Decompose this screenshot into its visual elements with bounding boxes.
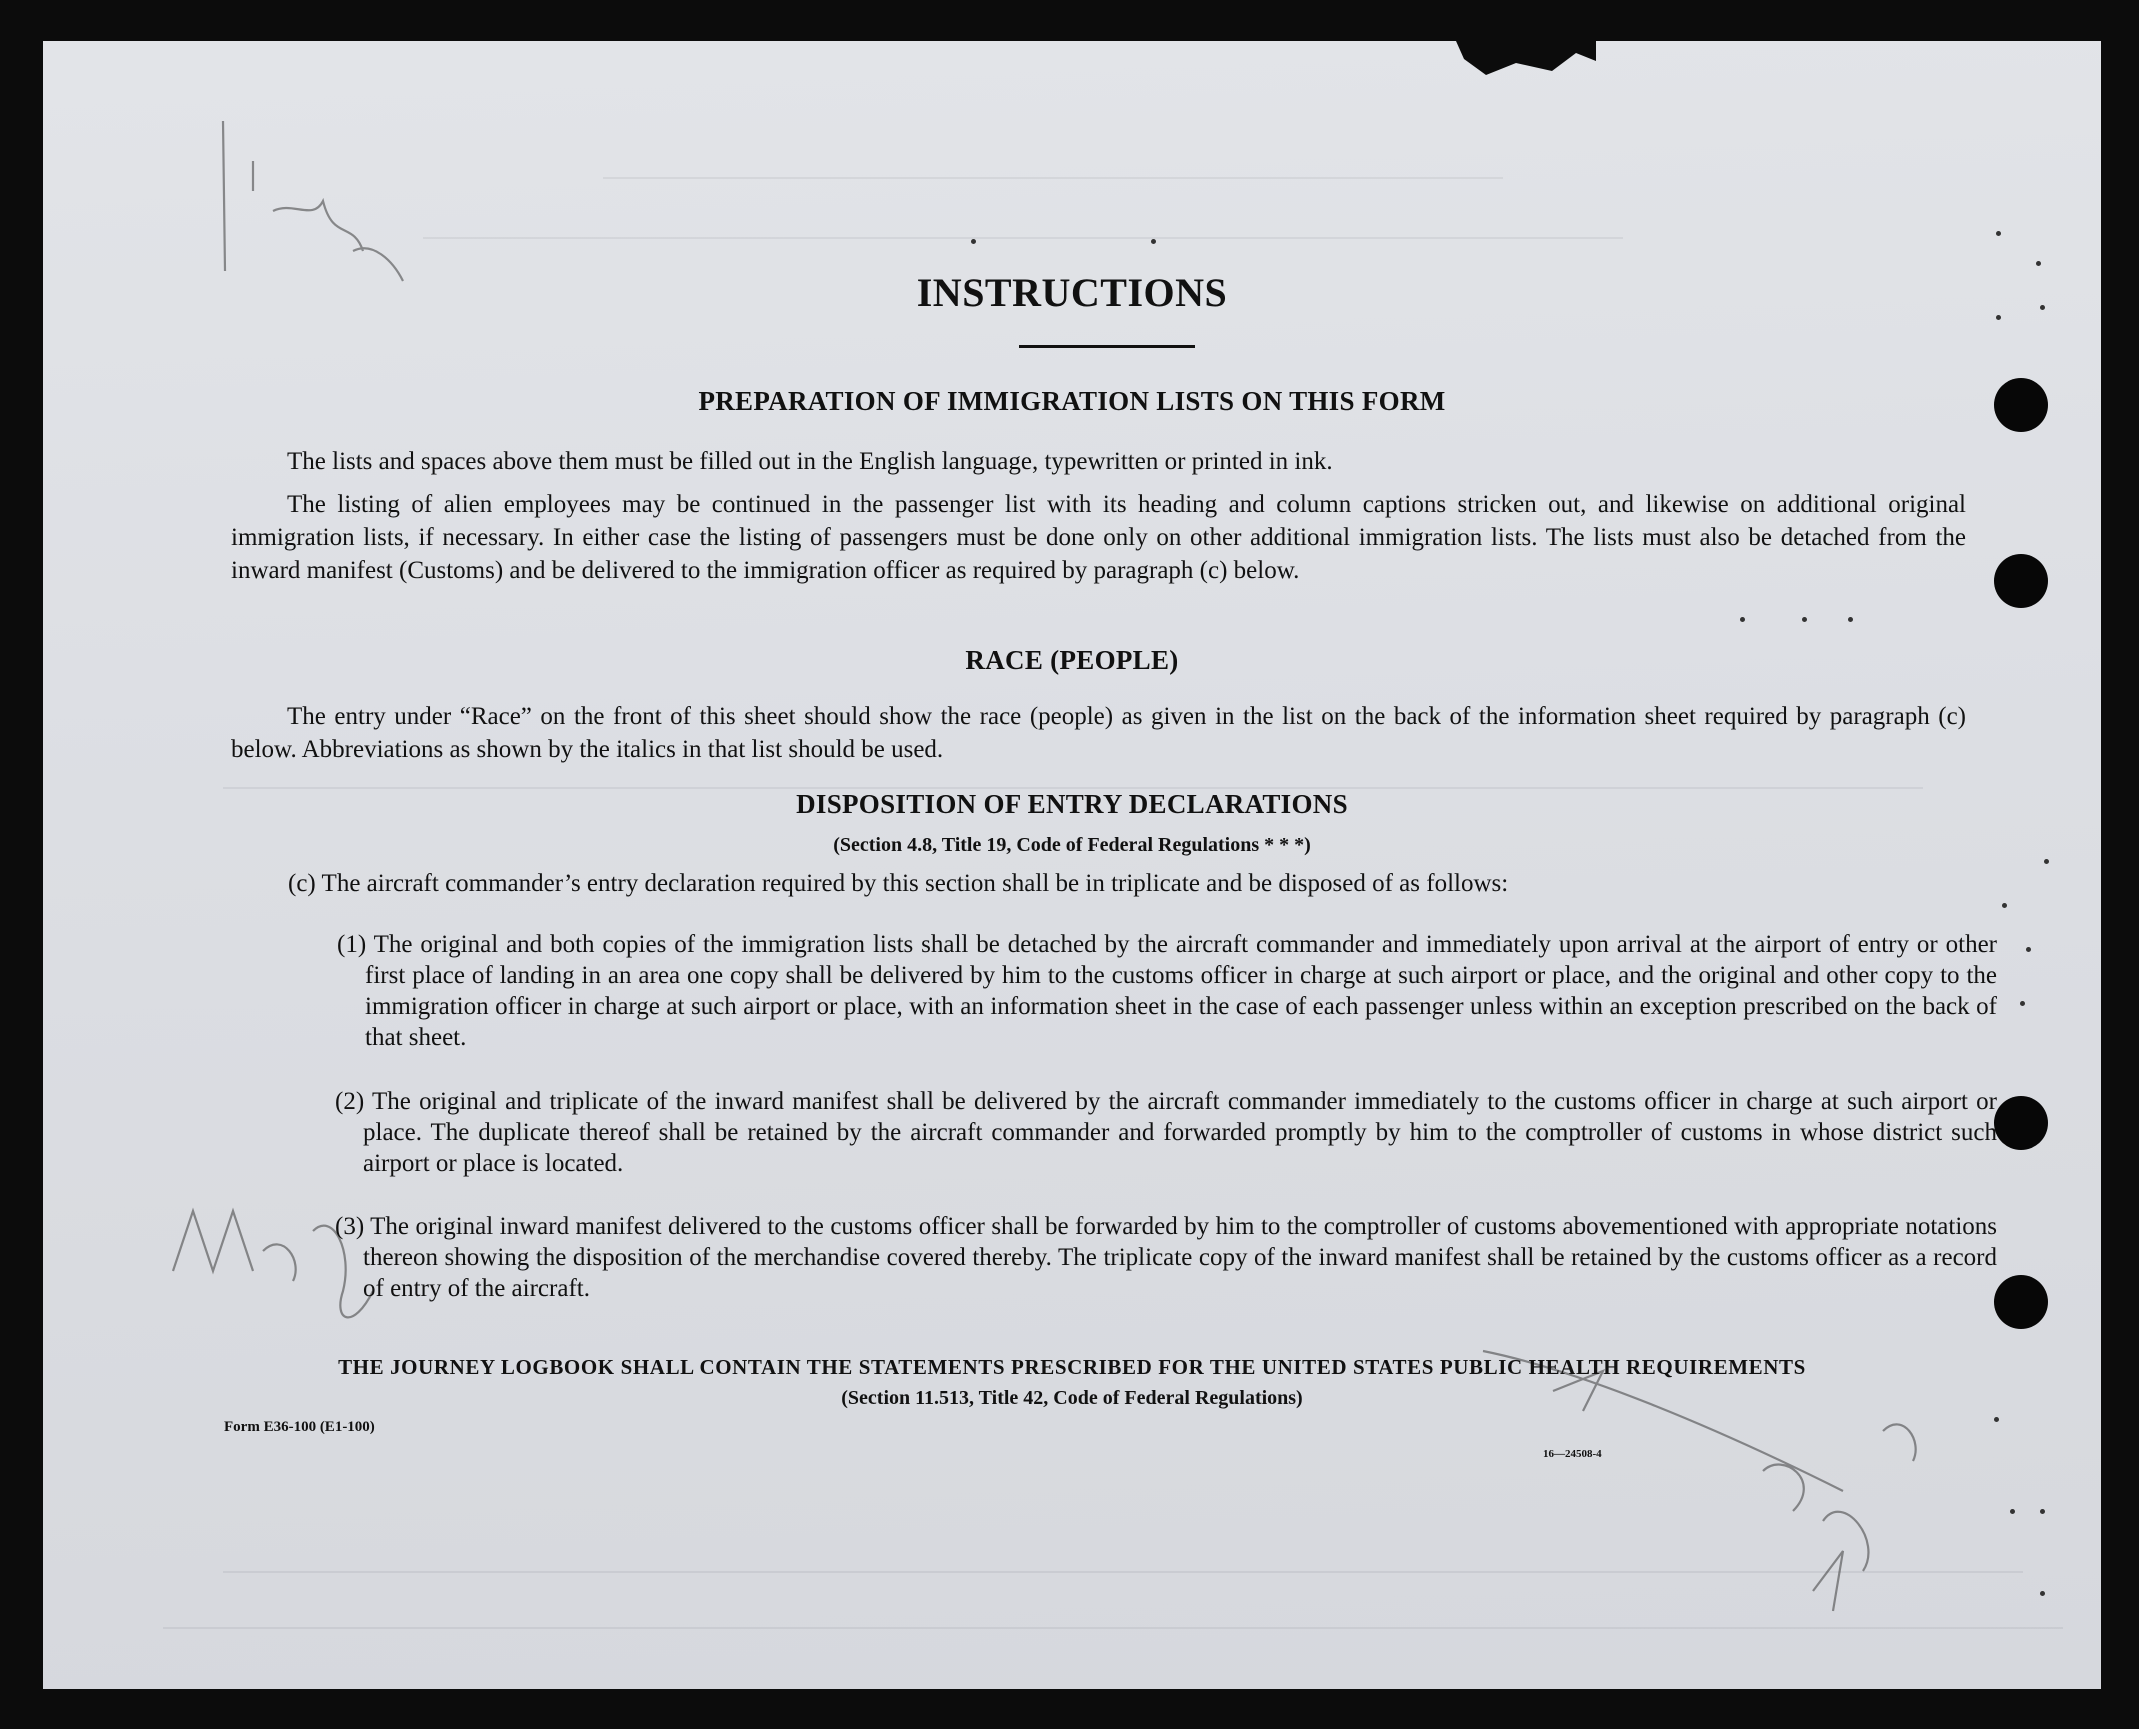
footer-heading: THE JOURNEY LOGBOOK SHALL CONTAIN THE STATEMENTS PRESCRIBED FOR THE UNITED STATES PUBLIC HEALTH REQUIREMENTS xyxy=(338,1355,1806,1379)
print-code: 16—24508-4 xyxy=(1543,1448,1602,1460)
section-heading-race: RACE (PEOPLE) xyxy=(965,645,1179,675)
title-underline xyxy=(1019,345,1195,348)
footer-subheading: (Section 11.513, Title 42, Code of Federal Regulations) xyxy=(841,1387,1303,1409)
section-heading-preparation: PREPARATION OF IMMIGRATION LISTS ON THIS FORM xyxy=(698,386,1446,416)
paragraph: The lists and spaces above them must be filled out in the English language, typewritten or printed in ink. xyxy=(287,448,1333,475)
document-page xyxy=(43,41,2101,1689)
form-code: Form E36-100 (E1-100) xyxy=(224,1419,375,1435)
paragraph-intro: (c) The aircraft commander’s entry declaration required by this section shall be in triplicate and be disposed of as follows: xyxy=(288,870,1509,897)
section-subheading: (Section 4.8, Title 19, Code of Federal Regulations * * *) xyxy=(833,834,1311,856)
paragraph: The entry under “Race” on the front of this sheet should show the race (people) as given in the list on the back of the information sheet required by paragraph (c) below. Abbreviations as shown by the italics in that list should be used. xyxy=(231,703,1966,763)
page-title: INSTRUCTIONS xyxy=(916,270,1228,315)
document-content xyxy=(43,41,2101,1689)
paragraph: The listing of alien employees may be continued in the passenger list with its heading and column captions stricken out, and likewise on additional original immigration lists, if necessary. In either case the listing of passengers must be done only on other additional immigration lists. The lists must also be detached from the inward manifest (Customs) and be delivered to the immigration officer as required by paragraph (c) below. xyxy=(231,491,1966,584)
list-item: (1) The original and both copies of the immigration lists shall be detached by the aircraft commander and immediately upon arrival at the airport of entry or other first place of landing in an area one copy shall be delivered by him to the customs officer in charge at such airport or place, and the original and other copy to the immigration officer in charge at such airport or place, with an information sheet in the case of each passenger unless within an exception prescribed on the back of that sheet. xyxy=(337,931,1997,1051)
list-item: (2) The original and triplicate of the inward manifest shall be delivered by the aircraft commander immediately to the customs officer in charge at such airport or place. The duplicate thereof shall be retained by the aircraft commander and forwarded promptly by him to the comptroller of customs in whose district such airport or place is located. xyxy=(335,1088,1997,1177)
list-item: (3) The original inward manifest delivered to the customs officer shall be forwarded by him to the comptroller of customs abovementioned with appropriate notations thereon showing the disposition of the merchandise covered thereby. The triplicate copy of the inward manifest shall be retained by the customs officer as a record of entry of the aircraft. xyxy=(335,1213,1997,1302)
section-heading-disposition: DISPOSITION OF ENTRY DECLARATIONS xyxy=(796,789,1348,819)
